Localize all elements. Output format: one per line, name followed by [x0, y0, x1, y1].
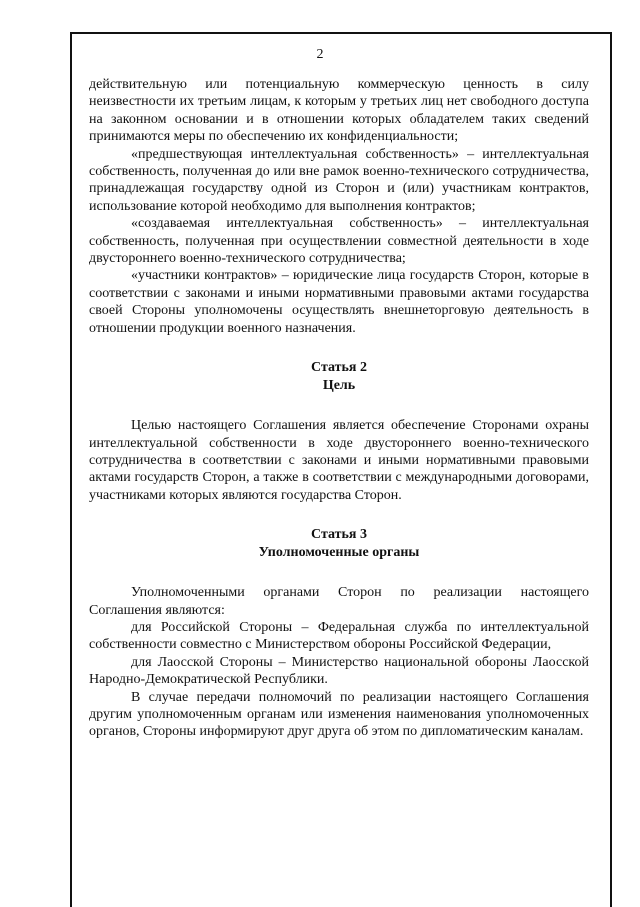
article-3-title: Уполномоченные органы [258, 545, 420, 561]
article-3-number: Статья 3 [311, 527, 367, 543]
page-number: 2 [316, 47, 324, 62]
definition-contract-participants: «участники контрактов» – юридические лица государств Сторон, которые в соответствии с законами и иными нормативными правовыми актами государства своей Стороны уполномочены осуществлять внешнеторговую деятельность в отношении продукции военного назначения. [89, 268, 589, 336]
definition-continuation: действительную или потенциальную коммерческую ценность в силу неизвестности их третьим лицам, к которым у третьих лиц нет свободного доступа на законном основании и в отношении которых обладателем таких сведений принимаются меры по обеспечению их конфиденциальности; [89, 77, 589, 145]
article-3-paragraph: Уполномоченными органами Сторон по реализации настоящего Соглашения являются: [89, 585, 589, 618]
definition-created-ip: «создаваемая интеллектуальная собственность» – интеллектуальная собственность, полученная при осуществлении совместной деятельности в ходе двустороннего военно-технического сотрудничества; [89, 216, 589, 267]
document-body [89, 76, 589, 741]
definition-prior-ip: «предшествующая интеллектуальная собственность» – интеллектуальная собственность, полученная до или вне рамок военно-технического сотрудничества, принадлежащая государству одной из Сторон и (или) участникам контрактов, использование которой необходимо для выполнения контрактов; [89, 146, 589, 214]
article-3-paragraph: В случае передачи полномочий по реализации настоящего Соглашения другим уполномоченным органам или изменения наименования уполномоченных органов, Стороны информируют друг друга об этом по дипломатическим каналам. [89, 689, 589, 740]
article-2-title: Цель [322, 378, 356, 394]
article-2-paragraph: Целью настоящего Соглашения является обеспечение Сторонами охраны интеллектуальной собственности в ходе двустороннего военно-технического сотрудничества в соответствии с законами и иными нормативными правовыми актами государств Сторон, а также в соответствии с международными договорами, участниками которых являются государства Сторон. [89, 418, 589, 503]
article-3-paragraph: для Российской Стороны – Федеральная служба по интеллектуальной собственности совместно с Министерством обороны Российской Федерации, [89, 619, 589, 653]
article-2-number: Статья 2 [311, 360, 367, 376]
article-3-paragraph: для Лаосской Стороны – Министерство национальной обороны Лаосской Народно-Демократической Республики. [89, 654, 589, 688]
